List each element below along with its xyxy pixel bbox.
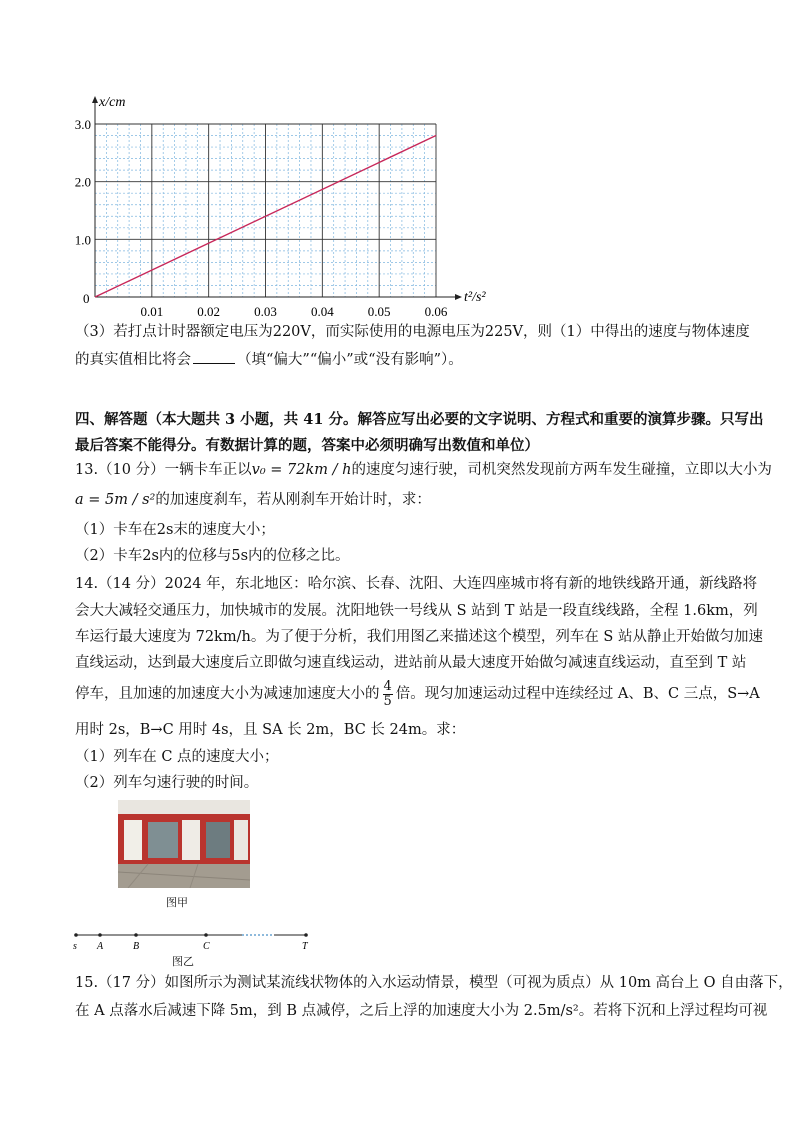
q13-line-1-a: 13.（10 分）一辆卡车正以 xyxy=(75,462,252,478)
x-t2-chart xyxy=(70,88,510,318)
track-label-t: T xyxy=(302,941,308,952)
chart-y-tick-label: 3.0 xyxy=(74,117,91,132)
q14-fraction xyxy=(383,680,393,709)
track-diagram xyxy=(70,928,320,958)
q14-fraction-numerator: 4 xyxy=(383,678,392,694)
chart-y-axis-arrow xyxy=(92,96,98,103)
q13-part-1: （1）卡车在2s末的速度大小； xyxy=(75,522,275,538)
chart-x-axis-label: t²/s² xyxy=(464,290,486,305)
chart-x-tick-label: 0.04 xyxy=(310,304,334,318)
chart-x-tick-label: 0.03 xyxy=(254,304,277,318)
figure-jia-caption: 图甲 xyxy=(166,896,188,909)
q15-line-1: 15.（17 分）如图所示为测试某流线状物体的入水运动情景，模型（可视为质点）从 10m 高台上 O 自由落下， xyxy=(75,975,793,991)
q14-line-4: 直线运动，达到最大速度后立即做匀速直线运动，进站前从最大速度开始做匀减速直线运动，直至到 T 站 xyxy=(75,655,747,671)
q14-line-5-a: 停车，且加速的加速度大小为减速加速度大小的 xyxy=(75,686,380,702)
chart-y-axis-label: x/cm xyxy=(99,95,126,110)
track-point-b xyxy=(134,933,138,937)
chart-y-tick-label: 1.0 xyxy=(74,232,91,248)
q14-line-5-b: 倍。现匀加速运动过程中连续经过 A、B、C 三点，S→A xyxy=(395,686,760,702)
track-point-t xyxy=(304,933,308,937)
chart-y-tick-label: 2.0 xyxy=(74,174,91,190)
chart-x-axis-arrow xyxy=(455,294,462,300)
q14-line-3: 车运行最大速度为 72km/h。为了便于分析，我们用图乙来描述这个模型，列车在 S 站从静止开始做匀加速 xyxy=(75,629,763,645)
q13-a-equation: a = 5m / s² xyxy=(75,492,156,508)
q14-part-1: （1）列车在 C 点的速度大小； xyxy=(75,749,279,765)
q13-line-2 xyxy=(75,490,431,510)
q14-line-6: 用时 2s，B→C 用时 4s，且 SA 长 2m，BC 长 24m。求： xyxy=(75,722,466,738)
q13-line-1-b: 的速度匀速行驶，司机突然发现前方两车发生碰撞，立即以大小为 xyxy=(351,462,772,478)
chart-x-tick-label: 0.02 xyxy=(197,304,221,318)
track-point-a xyxy=(98,933,102,937)
q13-line-2-b: 的加速度刹车，若从刚刹车开始计时，求： xyxy=(155,492,431,508)
chart-x-tick-label: 0.06 xyxy=(424,304,448,318)
chart-x-tick-label: 0.05 xyxy=(367,304,391,318)
subway-platform-photo xyxy=(118,800,250,888)
section4-heading-2: 最后答案不能得分。有数据计算的题，答案中必须明确写出数值和单位） xyxy=(75,437,539,454)
chart-major-grid xyxy=(95,124,436,297)
q13-v0-equation: v₀ = 72km / h xyxy=(251,462,352,478)
q14-part-2: （2）列车匀速行驶的时间。 xyxy=(75,775,259,791)
track-label-c: C xyxy=(203,941,210,952)
q3-line-2-a: 的真实值相比将会 xyxy=(75,352,191,368)
track-label-b: B xyxy=(133,941,140,952)
q3-line-2 xyxy=(75,349,463,370)
q14-line-2: 会大大减轻交通压力，加快城市的发展。沈阳地铁一号线从 S 站到 T 站是一段直线线路，全程 1.6km，列 xyxy=(75,603,758,619)
q3-line-1: （3）若打点计时器额定电压为220V，而实际使用的电源电压为225V，则（1）中得出的速度与物体速度 xyxy=(75,324,750,340)
q3-line-2-b: （填“偏大”“偏小”或“没有影响”）。 xyxy=(237,352,463,368)
subway-photo-drawing xyxy=(118,800,250,888)
track-label-s: s xyxy=(73,941,77,952)
chart-origin-label: 0 xyxy=(83,291,90,306)
chart-x-tick-label: 0.01 xyxy=(140,304,164,318)
track-point-s xyxy=(74,933,78,937)
q13-part-2: （2）卡车2s内的位移与5s内的位移之比。 xyxy=(75,548,350,564)
q15-line-2: 在 A 点落水后减速下降 5m，到 B 点减停，之后上浮的加速度大小为 2.5m/s²。若将下沉和上浮过程均可视 xyxy=(75,1003,768,1019)
q13-line-1 xyxy=(75,460,772,480)
q3-answer-blank[interactable] xyxy=(193,349,235,364)
figure-yi-caption: 图乙 xyxy=(172,955,194,968)
track-point-c xyxy=(204,933,208,937)
section4-heading-1: 四、解答题（本大题共 3 小题，共 41 分。解答应写出必要的文字说明、方程式和重要的演算步骤。只写出 xyxy=(75,411,764,428)
q14-line-5 xyxy=(75,674,760,714)
q14-fraction-denominator: 5 xyxy=(383,693,392,709)
track-label-a: A xyxy=(97,941,104,952)
q14-line-1: 14.（14 分）2024 年，东北地区：哈尔滨、长春、沈阳、大连四座城市将有新的地铁线路开通，新线路将 xyxy=(75,576,758,592)
